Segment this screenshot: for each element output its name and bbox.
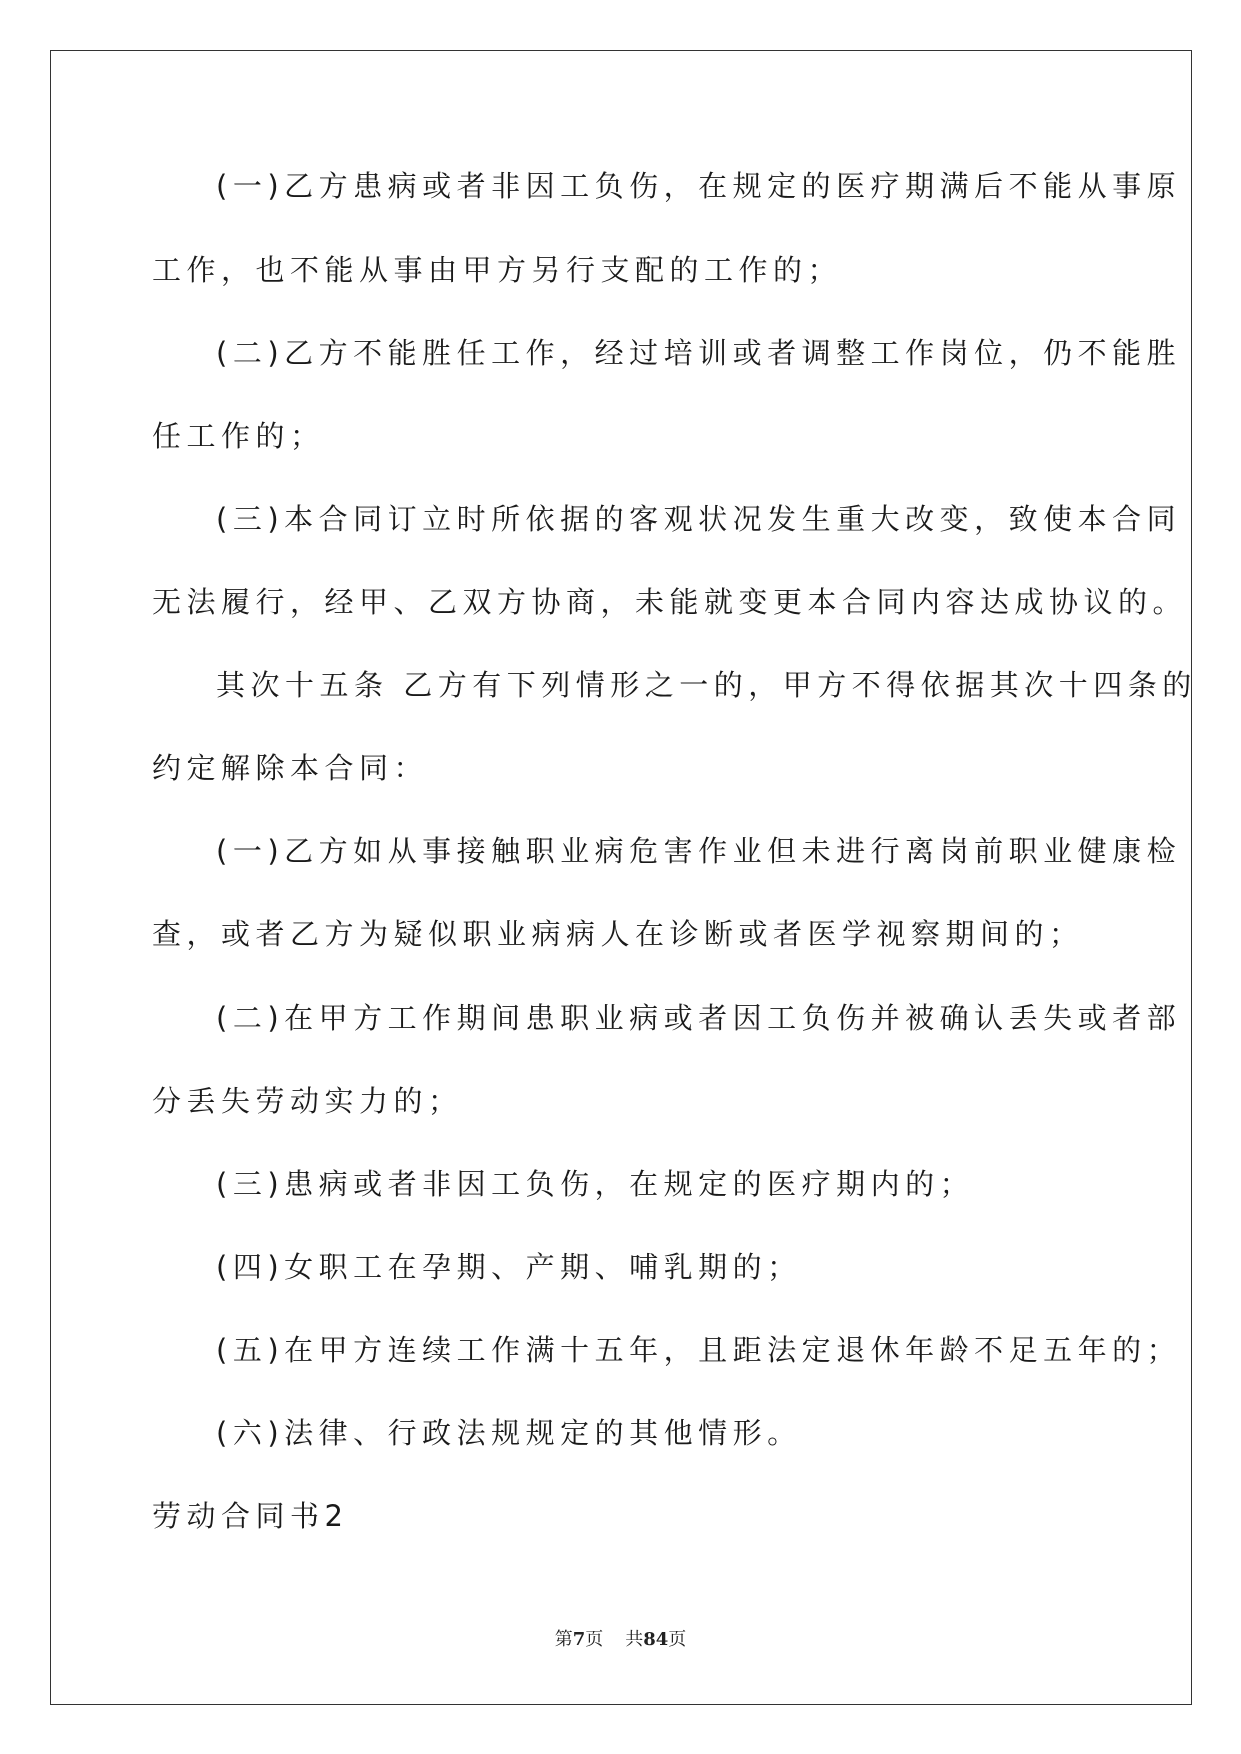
footer-total-unit: 页 (668, 1629, 687, 1650)
text-line: 任工作的； (152, 419, 325, 453)
text-line: (五)在甲方连续工作满十五年，且距法定退休年龄不足五年的； (216, 1333, 1182, 1367)
page-border (50, 50, 1192, 1705)
text-line: (二)在甲方工作期间患职业病或者因工负伤并被确认丢失或者部 (216, 1001, 1182, 1035)
text-line: 分丢失劳动实力的； (152, 1084, 463, 1118)
text-line: (二)乙方不能胜任工作，经过培训或者调整工作岗位，仍不能胜 (216, 336, 1182, 370)
text-line: (一)乙方患病或者非因工负伤，在规定的医疗期满后不能从事原 (216, 169, 1182, 203)
text-line: 查，或者乙方为疑似职业病病人在诊断或者医学视察期间的； (152, 917, 1084, 951)
text-line: 工作，也不能从事由甲方另行支配的工作的； (152, 253, 843, 287)
text-line: (一)乙方如从事接触职业病危害作业但未进行离岗前职业健康检 (216, 834, 1182, 868)
text-line: (三)患病或者非因工负伤，在规定的医疗期内的； (216, 1167, 975, 1201)
text-line: (三)本合同订立时所依据的客观状况发生重大改变，致使本合同 (216, 502, 1182, 536)
text-line: 约定解除本合同： (152, 751, 429, 785)
current-page-number: 7 (572, 1629, 586, 1650)
footer-total-prefix: 共 (625, 1629, 644, 1650)
footer-prefix: 第 (554, 1629, 573, 1650)
text-line: 其次十五条 乙方有下列情形之一的，甲方不得依据其次十四条的 (216, 668, 1197, 702)
section-heading: 劳动合同书2 (152, 1499, 349, 1533)
page-footer (0, 1628, 1241, 1652)
text-line: (六)法律、行政法规规定的其他情形。 (216, 1416, 802, 1450)
text-line: 无法履行，经甲、乙双方协商，未能就变更本合同内容达成协议的。 (152, 585, 1188, 619)
footer-page-unit: 页 (585, 1629, 604, 1650)
total-pages-number: 84 (643, 1629, 669, 1650)
text-line: (四)女职工在孕期、产期、哺乳期的； (216, 1250, 802, 1284)
